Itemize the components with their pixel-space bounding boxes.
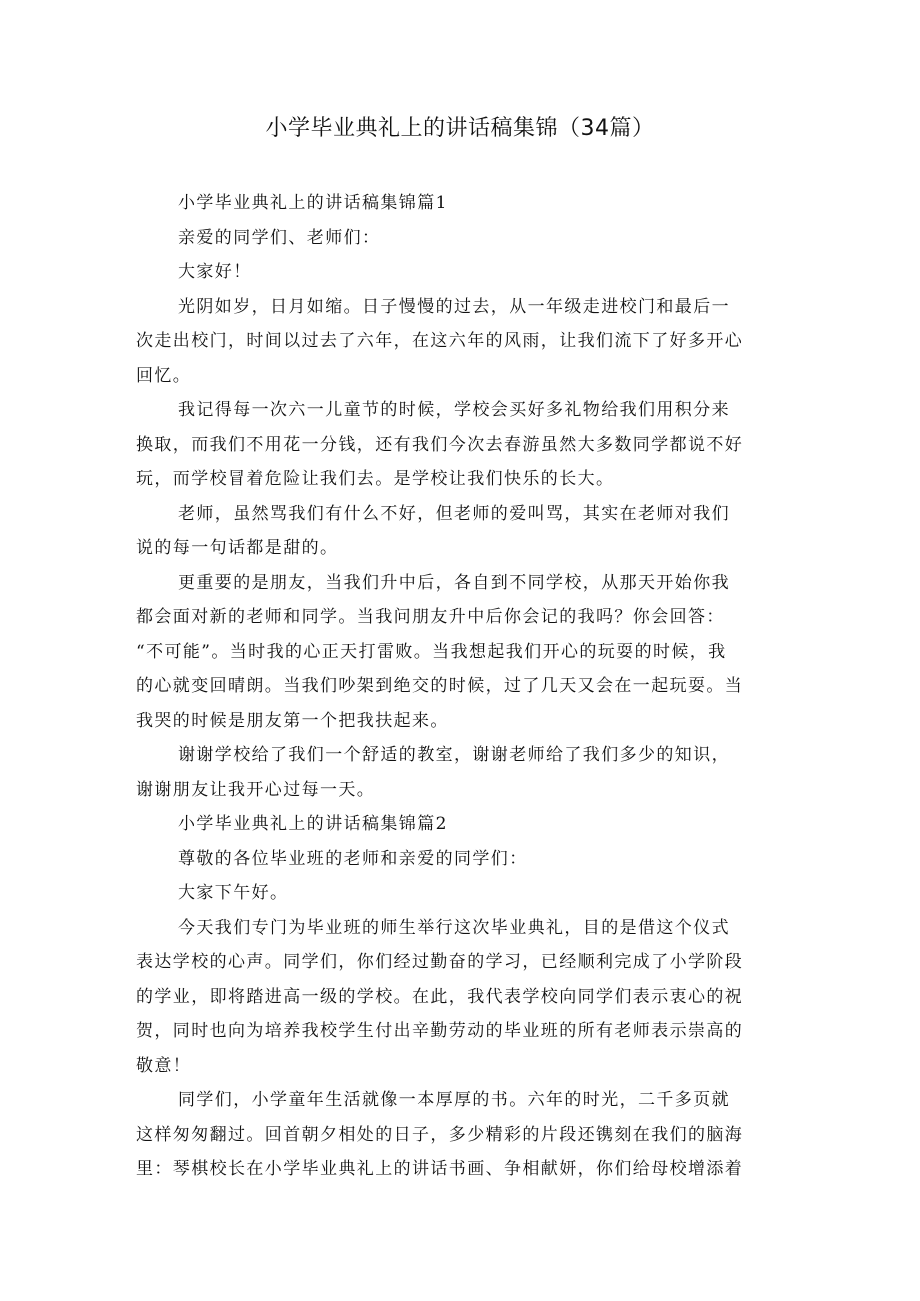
text-line: 都会面对新的老师和同学。当我问朋友升中后你会记的我吗？你会回答：	[136, 607, 725, 627]
text-line: 贺，同时也向为培养我校学生付出辛勤劳动的毕业班的所有老师表示崇高的	[136, 1021, 744, 1041]
text-line: 亲爱的同学们、老师们：	[178, 227, 381, 248]
text-line: 光阴如岁，日月如缩。日子慢慢的过去，从一年级走进校门和最后一	[178, 296, 730, 317]
text-line: 次走出校门，时间以过去了六年，在这六年的风雨，让我们流下了好多开心	[136, 331, 744, 351]
text-line: 我记得每一次六一儿童节的时候，学校会买好多礼物给我们用积分来	[178, 400, 730, 420]
text-line: 谢谢朋友让我开心过每一天。	[136, 779, 376, 800]
document-title: 小学毕业典礼上的讲话稿集锦（34篇）	[265, 116, 655, 141]
text-line: 换取，而我们不用花一分钱，还有我们今次去春游虽然大多数同学都说不好	[136, 434, 744, 455]
text-line: 更重要的是朋友，当我们升中后，各自到不同学校，从那天开始你我	[178, 572, 730, 593]
text-line: 这样匆匆翻过。回首朝夕相处的日子，多少精彩的片段还镌刻在我们的脑海	[136, 1124, 744, 1145]
text-line: 的学业，即将踏进高一级的学校。在此，我代表学校向同学们表示衷心的祝	[136, 986, 744, 1007]
text-line: 的心就变回晴朗。当我们吵架到绝交的时候，过了几天又会在一起玩耍。当	[136, 676, 744, 696]
text-line: 小学毕业典礼上的讲话稿集锦篇1	[178, 193, 448, 213]
text-line: 大家好！	[178, 262, 252, 282]
text-line: 同学们，小学童年生活就像一本厚厚的书。六年的时光，二千多页就	[178, 1090, 730, 1110]
text-line: 小学毕业典礼上的讲话稿集锦篇2	[178, 814, 448, 834]
text-line: 老师，虽然骂我们有什么不好，但老师的爱叫骂，其实在老师对我们	[178, 503, 730, 524]
text-line: 回忆。	[136, 365, 192, 386]
text-line: 说的每一句话都是甜的。	[136, 538, 339, 558]
text-line: 谢谢学校给了我们一个舒适的教室，谢谢老师给了我们多少的知识，	[178, 745, 730, 765]
text-line: 大家下午好。	[178, 883, 289, 903]
text-line: 尊敬的各位毕业班的老师和亲爱的同学们：	[178, 848, 528, 869]
text-line: 表达学校的心声。同学们，你们经过勤奋的学习，已经顺利完成了小学阶段	[136, 952, 744, 972]
text-line: 里：琴棋校长在小学毕业典礼上的讲话书画、争相献妍，你们给母校增添着	[136, 1159, 744, 1179]
text-line: 玩，而学校冒着危险让我们去。是学校让我们快乐的长大。	[136, 469, 615, 489]
text-line: “不可能”。当时我的心正天打雷败。当我想起我们开心的玩耍的时候，我	[136, 641, 727, 662]
text-line: 敬意！	[136, 1055, 192, 1076]
document-body	[136, 186, 788, 1187]
text-line: 今天我们专门为毕业班的师生举行这次毕业典礼，目的是借这个仪式	[178, 917, 730, 938]
text-line: 我哭的时候是朋友第一个把我扶起来。	[136, 710, 449, 731]
